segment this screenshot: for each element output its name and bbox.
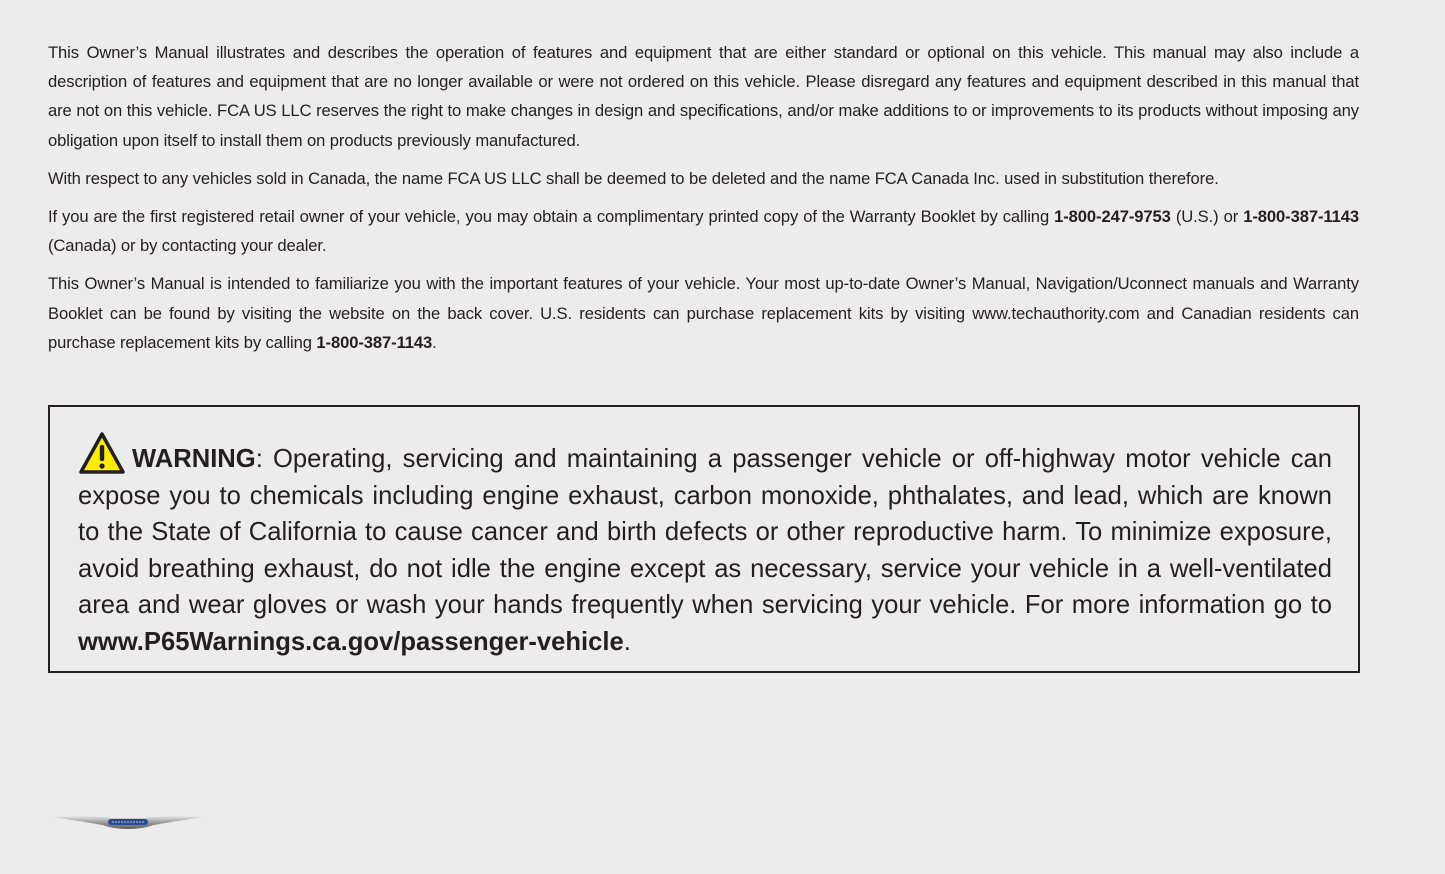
warning-label: WARNING (132, 445, 256, 473)
chrysler-wings-logo-icon (50, 810, 206, 834)
text: . (623, 627, 631, 656)
phone-us: 1-800-247-9753 (1054, 207, 1171, 227)
paragraph-warranty (48, 202, 1359, 260)
prop65-warning-box (48, 405, 1360, 673)
phone-canada-kits: 1-800-387-1143 (316, 332, 433, 352)
paragraph-canada: With respect to any vehicles sold in Canada, the name FCA US LLC shall be deemed to be deleted and the name FCA Canada Inc. used in substitution therefore. (48, 168, 1219, 188)
text: (Canada) or by contacting your dealer. (48, 236, 327, 256)
text: (U.S.) or (1170, 207, 1244, 227)
p65-link[interactable]: www.P65Warnings.ca.gov/passenger-vehicle (78, 627, 624, 656)
warning-triangle-icon (78, 431, 126, 475)
text: This Owner’s Manual is intended to familiarize you with the important features of your vehicle. Your most up-to-date Owner’s Manual, Navigation/Uconnect manuals and Warranty Booklet can be found by visiting the website on the back cover. U.S. residents can purchase replacement kits by visiting www.techauthority.com and Canadian residents can purchase replacement kits by calling (48, 274, 1359, 352)
paragraph-familiarize (48, 269, 1359, 357)
intro-text (48, 38, 1359, 366)
warning-text (78, 431, 1332, 660)
text: . (432, 332, 437, 352)
paragraph-disclaimer: This Owner’s Manual illustrates and describes the operation of features and equipment that are either standard or optional on this vehicle. This manual may also include a description of features and equipment that are no longer available or were not ordered on this vehicle. Please disregard any features and equipment described in this manual that are not on this vehicle. FCA US LLC reserves the right to make changes in design and specifications, and/or make additions to or improvements to its products without imposing any obligation upon itself to install them on products previously manufactured. (48, 43, 1359, 150)
phone-canada: 1-800-387-1143 (1243, 207, 1359, 227)
text: If you are the first registered retail owner of your vehicle, you may obtain a complimentary printed copy of the Warranty Booklet by calling (48, 207, 1055, 227)
warning-body: : Operating, servicing and maintaining a passenger vehicle or off-highway motor vehicle can expose you to chemicals including engine exhaust, carbon monoxide, phthalates, and lead, which are known to the State of California to cause cancer and birth defects or other reproductive harm. To minimize exposure, avoid breathing exhaust, do not idle the engine except as necessary, service your vehicle in a well-ventilated area and wear gloves or wash your hands frequently when servicing your vehicle. For more information go to (78, 445, 1332, 619)
